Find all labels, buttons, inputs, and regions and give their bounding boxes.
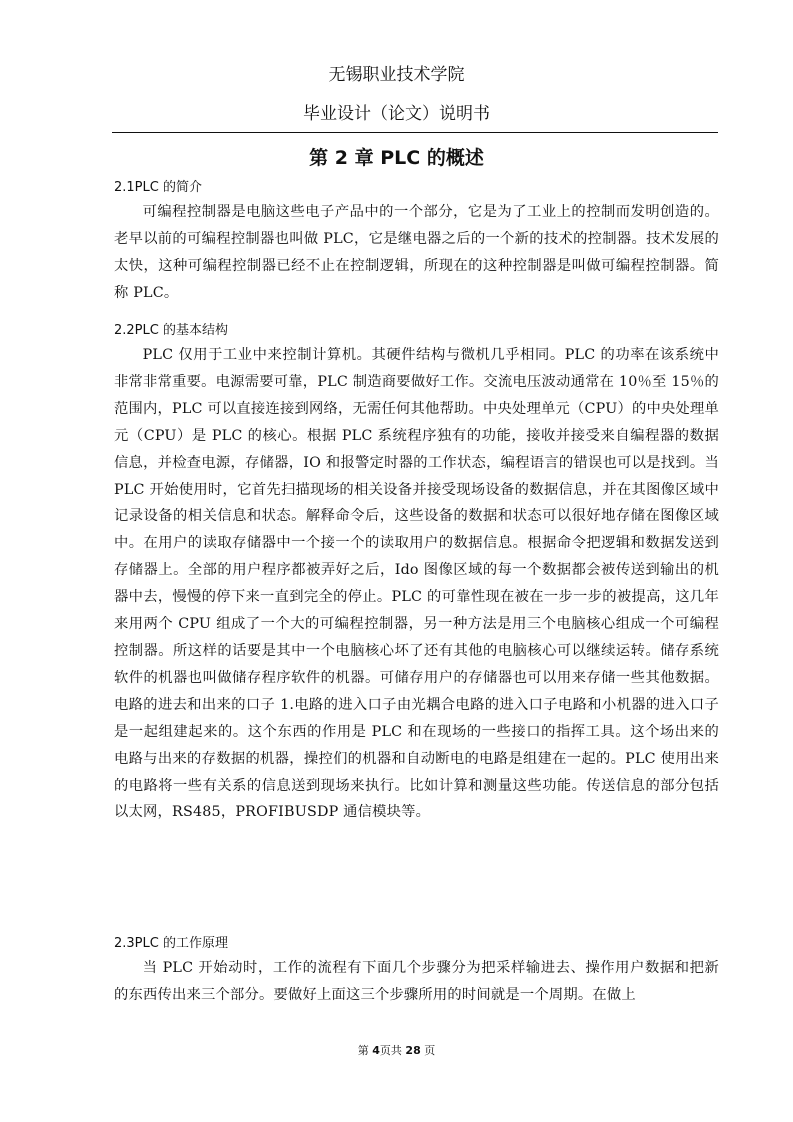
section-title: 2.1PLC 的简介 bbox=[114, 180, 202, 195]
footer-prefix: 第 bbox=[357, 1044, 373, 1057]
section-title: 2.2PLC 的基本结构 bbox=[114, 323, 228, 338]
section-paragraph: 可编程控制器是电脑这些电子产品中的一个部分，它是为了工业上的控制而发明创造的。老早以前的可编程控制器也叫做 PLC，它是继电器之后的一个新的技术的控制器。技术发展的太快，这种可编程控制器已经不止在控制逻辑，所现在的这种控制器是叫做可编程控制器。简称 PLC。 bbox=[114, 204, 719, 301]
section-2-1 bbox=[114, 177, 719, 307]
school-name: 无锡职业技术学院 bbox=[328, 65, 465, 85]
section-paragraph: PLC 仅用于工业中来控制计算机。其硬件结构与微机几乎相同。PLC 的功率在该系统中非常非常重要。电源需要可靠，PLC 制造商要做好工作。交流电压波动通常在 10％至 15％的范围内，PLC 可以直接连接到网络，无需任何其他帮助。中央处理单元（CPU）的中央处理单元（CPU）是 PLC 的核心。根据 PLC 系统程序独有的功能，接收并接受来自编程器的数据信息，并检查电源，存储器，IO 和报警定时器的工作状态，编程语言的错误也可以是找到。当 PLC 开始使用时，它首先扫描现场的相关设备并接受现场设备的数据信息，并在其图像区域中记录设备的相关信息和状态。解释命令后，这些设备的数据和状态可以很好地存储在图像区域中。在用户的读取存储器中一个接一个的读取用户的数据信息。根据命令把逻辑和数据发送到存储器上。全部的用户程序都被弄好之后，Ido 图像区域的每一个数据都会被传送到输出的机器中去，慢慢的停下来一直到完全的停止。PLC 的可靠性现在被在一步一步的被提高，这几年来用两个 CPU 组成了一个大的可编程控制器，另一种方法是用三个电脑核心组成一个可编程控制器。所这样的话要是其中一个电脑核心坏了还有其他的电脑核心可以继续运转。储存系统软件的机器也叫做储存程序软件的机器。可储存用户的存储器也可以用来存储一些其他数据。电路的进去和出来的口子 1.电路的进入口子由光耦合电路的进入口子电路和小机器的进入口子是一起组建起来的。这个东西的作用是 PLC 和在现场的一些接口的指挥工具。这个场出来的电路与出来的存数据的机器，操控们的机器和自动断电的电路是组建在一起的。PLC 使用出来的电路将一些有关系的信息送到现场来执行。比如计算和测量这些功能。传送信息的部分包括以太网，RS485，PROFIBUSDP 通信模块等。 bbox=[114, 347, 719, 821]
section-title: 2.3PLC 的工作原理 bbox=[114, 936, 228, 951]
section-paragraph: 当 PLC 开始动时，工作的流程有下面几个步骤分为把采样输进去、操作用户数据和把新的东西传出来三个部分。要做好上面这三个步骤所用的时间就是一个周期。在做上 bbox=[114, 960, 719, 1003]
section-2-2 bbox=[114, 320, 719, 826]
total-page-count: 28 bbox=[405, 1044, 421, 1057]
header-divider bbox=[112, 132, 718, 133]
page-footer bbox=[0, 1042, 793, 1058]
chapter-title: 第 2 章 PLC 的概述 bbox=[309, 147, 484, 169]
section-2-3 bbox=[114, 933, 719, 1009]
footer-suffix: 页 bbox=[420, 1044, 436, 1057]
document-subtitle: 毕业设计（论文）说明书 bbox=[303, 104, 490, 124]
current-page-number: 4 bbox=[372, 1044, 380, 1057]
footer-middle: 页共 bbox=[379, 1044, 406, 1057]
